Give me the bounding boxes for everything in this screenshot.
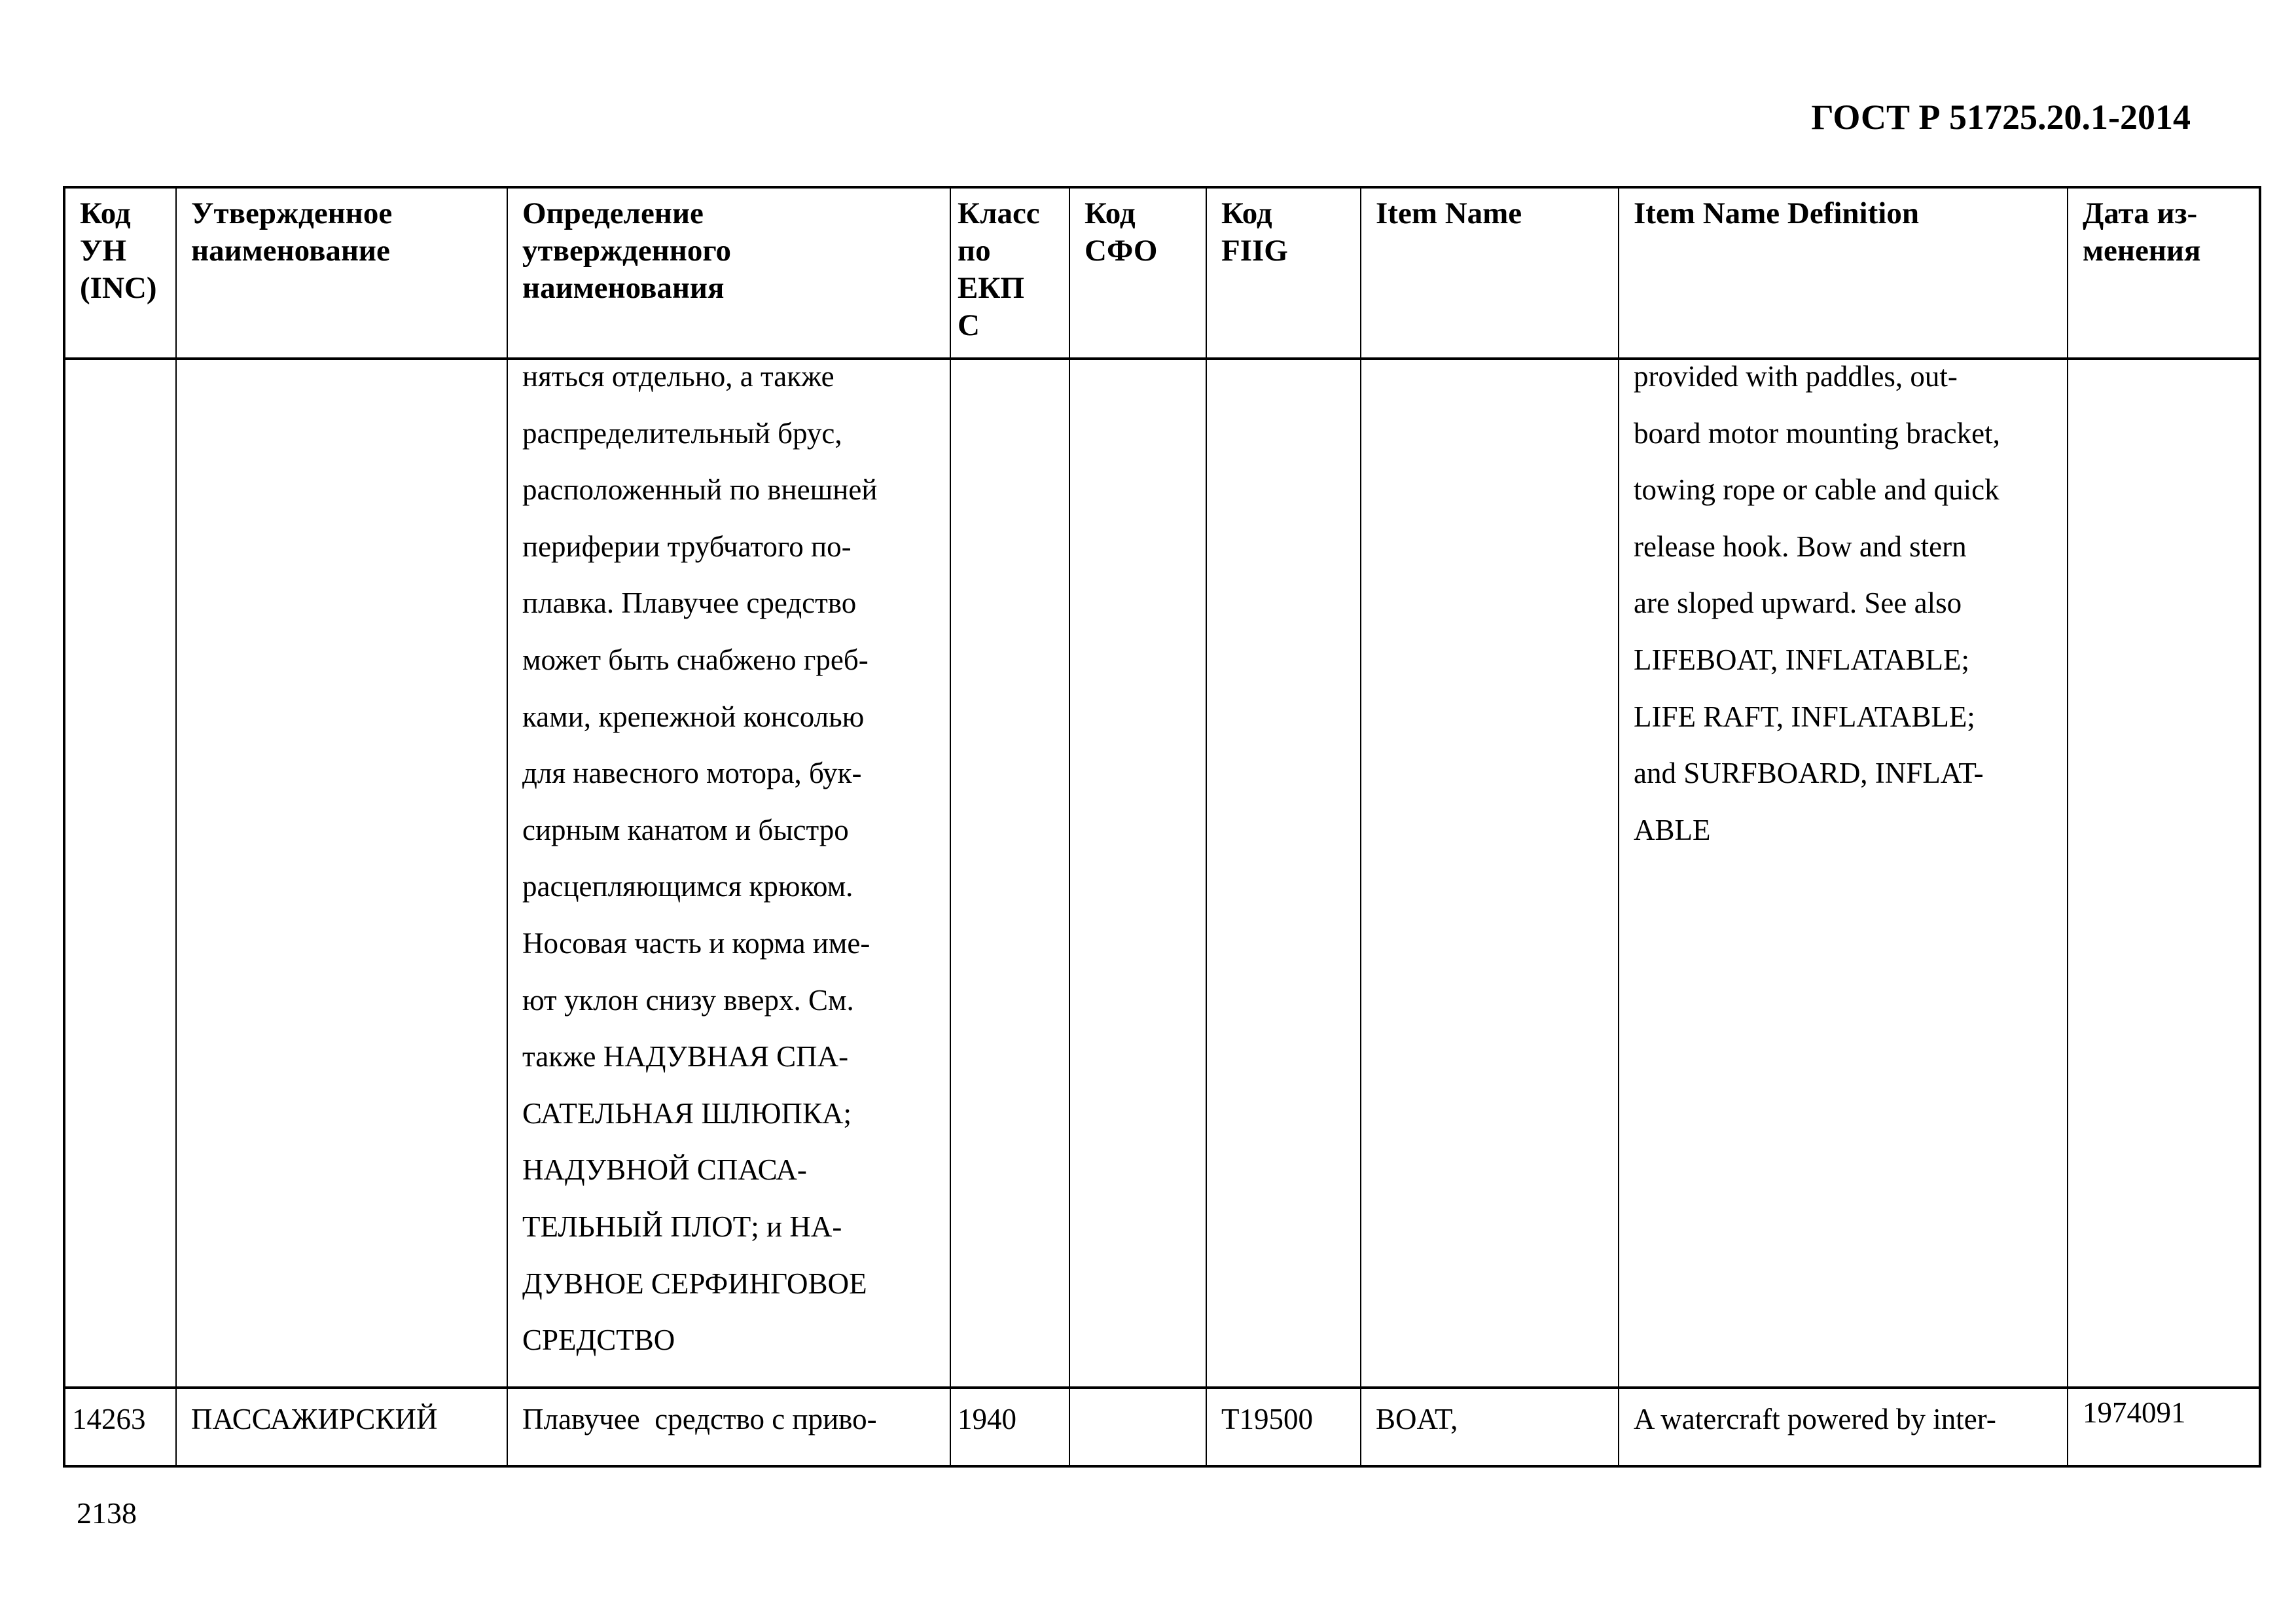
text-line: ДУВНОЕ СЕРФИНГОВОЕ — [522, 1267, 867, 1300]
items-table — [63, 186, 2261, 1468]
date-cell: 1974091 — [2068, 1388, 2260, 1466]
text-line: также НАДУВНАЯ СПА- — [522, 1040, 849, 1074]
header-name: Утвержденное наименование — [176, 187, 507, 359]
header-row — [64, 187, 2260, 359]
text-line: периферии трубчатого по- — [522, 530, 852, 563]
continuation-row — [64, 359, 2260, 1388]
text-line: LIFEBOAT, INFLATABLE; — [1634, 643, 1970, 676]
text-line: расцепляющимся крюком. — [522, 870, 853, 903]
text-line: няться отдельно, а также — [522, 360, 834, 393]
text-line: release hook. Bow and stern — [1634, 530, 1967, 563]
inc-cell: 14263 — [64, 1388, 176, 1466]
item-name-cell: BOAT, — [1361, 1388, 1619, 1466]
text-line: ТЕЛЬНЫЙ ПЛОТ; и НА- — [522, 1210, 842, 1243]
header-item-name: Item Name — [1361, 187, 1619, 359]
fiig-cell: T19500 — [1206, 1388, 1361, 1466]
text-line: ками, крепежной консолью — [522, 700, 865, 733]
definition-ru-cell — [507, 359, 950, 1388]
text-line: плавка. Плавучее средство — [522, 586, 857, 620]
text-line: LIFE RAFT, INFLATABLE; — [1634, 700, 1975, 733]
definition-cell: Плавучее средство с приво- — [507, 1388, 950, 1466]
header-class: Класс по ЕКП С — [950, 187, 1069, 359]
text-line: ABLE — [1634, 813, 1711, 846]
text-line: are sloped upward. See also — [1634, 586, 1962, 620]
header-sfo: Код СФО — [1069, 187, 1206, 359]
header-fiig: Код FIIG — [1206, 187, 1361, 359]
text-line: расположенный по внешней — [522, 473, 878, 507]
header-item-definition: Item Name Definition — [1619, 187, 2068, 359]
table-row — [64, 1388, 2260, 1466]
text-line: Носовая часть и корма име- — [522, 926, 870, 960]
name-cell: ПАССАЖИРСКИЙ — [176, 1388, 507, 1466]
text-line: распределительный брус, — [522, 416, 842, 450]
text-line: and SURFBOARD, INFLAT- — [1634, 757, 1984, 790]
sfo-cell — [1069, 1388, 1206, 1466]
text-line: СРЕДСТВО — [522, 1324, 675, 1357]
header-definition: Определение утвержденного наименования — [507, 187, 950, 359]
class-cell: 1940 — [950, 1388, 1069, 1466]
text-line: board motor mounting bracket, — [1634, 416, 2000, 450]
text-line: для навесного мотора, бук- — [522, 757, 862, 790]
text-line: ют уклон снизу вверх. См. — [522, 983, 854, 1017]
text-line: НАДУВНОЙ СПАСА- — [522, 1153, 807, 1187]
item-definition-cell: A watercraft powered by inter- — [1619, 1388, 2068, 1466]
definition-en-cell — [1619, 359, 2068, 1388]
document-title: ГОСТ Р 51725.20.1-2014 — [1811, 98, 2191, 137]
text-line: САТЕЛЬНАЯ ШЛЮПКА; — [522, 1096, 852, 1130]
text-line: provided with paddles, out- — [1634, 360, 1958, 393]
header-inc: Код УН (INC) — [64, 187, 176, 359]
text-line: сирным канатом и быстро — [522, 813, 849, 846]
text-line: towing rope or cable and quick — [1634, 473, 2000, 507]
header-date: Дата из- менения — [2068, 187, 2260, 359]
page-number: 2138 — [77, 1496, 137, 1530]
text-line: может быть снабжено греб- — [522, 643, 869, 676]
